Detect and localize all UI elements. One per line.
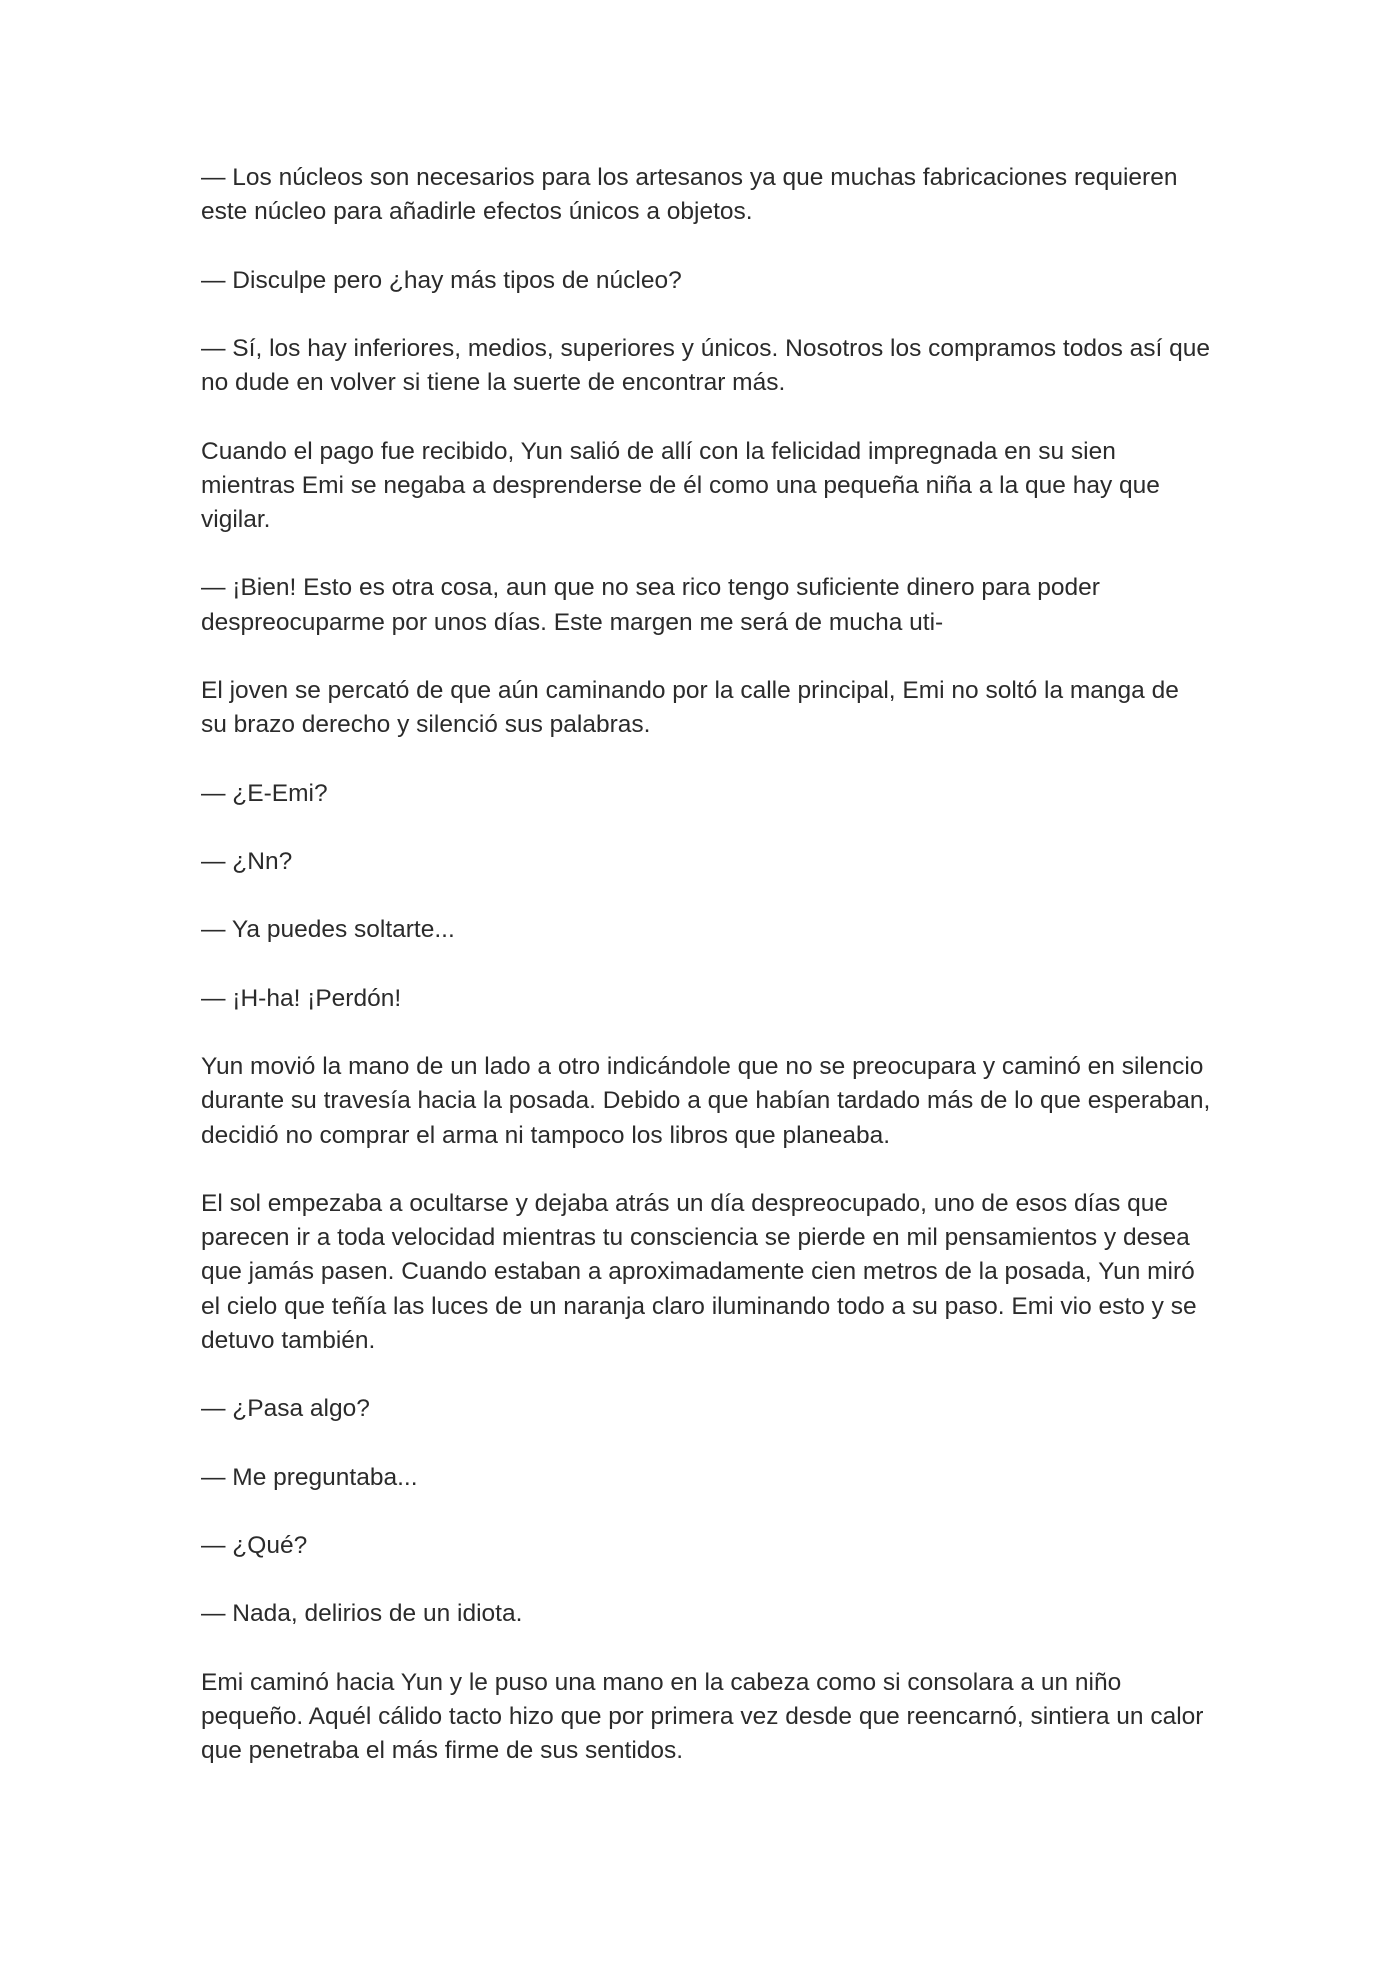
- document-body: [201, 161, 1211, 1768]
- paragraph-3: — Sí, los hay inferiores, medios, superiores y únicos. Nosotros los compramos todos así que no dude en volver si tiene la suerte de encontrar más.: [201, 334, 1211, 397]
- paragraph-2: — Disculpe pero ¿hay más tipos de núcleo?: [201, 266, 682, 294]
- paragraph-13: — ¿Pasa algo?: [201, 1395, 370, 1423]
- paragraph-4: Cuando el pago fue recibido, Yun salió de allí con la felicidad impregnada en su sien mientras Emi se negaba a desprenderse de él como una pequeña niña a la que hay que vigilar.: [201, 437, 1160, 533]
- paragraph-6: El joven se percató de que aún caminando por la calle principal, Emi no soltó la manga de su brazo derecho y silenció sus palabras.: [201, 676, 1179, 739]
- paragraph-15: — ¿Qué?: [201, 1531, 308, 1559]
- paragraph-12: El sol empezaba a ocultarse y dejaba atrás un día despreocupado, uno de esos días que parecen ir a toda velocidad mientras tu consciencia se pierde en mil pensamientos y desea que jamás pasen. Cuando estaban a aproximadamente cien metros de la posada, Yun miró el cielo que teñía las luces de un naranja claro iluminando todo a su paso. Emi vio esto y se detuvo también.: [201, 1189, 1197, 1354]
- paragraph-11: Yun movió la mano de un lado a otro indicándole que no se preocupara y caminó en silencio durante su travesía hacia la posada. Debido a que habían tardado más de lo que esperaban, decidió no comprar el arma ni tampoco los libros que planeaba.: [201, 1053, 1211, 1149]
- paragraph-17: Emi caminó hacia Yun y le puso una mano en la cabeza como si consolara a un niño pequeño. Aquél cálido tacto hizo que por primera vez desde que reencarnó, sintiera un calor que penetraba el más firme de sus sentidos.: [201, 1668, 1204, 1765]
- paragraph-8: — ¿Nn?: [201, 847, 293, 875]
- paragraph-9: — Ya puedes soltarte...: [201, 916, 455, 944]
- paragraph-16: — Nada, delirios de un idiota.: [201, 1600, 523, 1628]
- paragraph-1: — Los núcleos son necesarios para los artesanos ya que muchas fabricaciones requieren este núcleo para añadirle efectos únicos a objetos.: [201, 164, 1178, 226]
- paragraph-7: — ¿E-Emi?: [201, 779, 328, 807]
- paragraph-5: — ¡Bien! Esto es otra cosa, aun que no sea rico tengo suficiente dinero para poder despreocuparme por unos días. Este margen me será de mucha uti-: [201, 574, 1100, 636]
- paragraph-14: — Me preguntaba...: [201, 1463, 418, 1491]
- paragraph-10: — ¡H-ha! ¡Perdón!: [201, 984, 402, 1012]
